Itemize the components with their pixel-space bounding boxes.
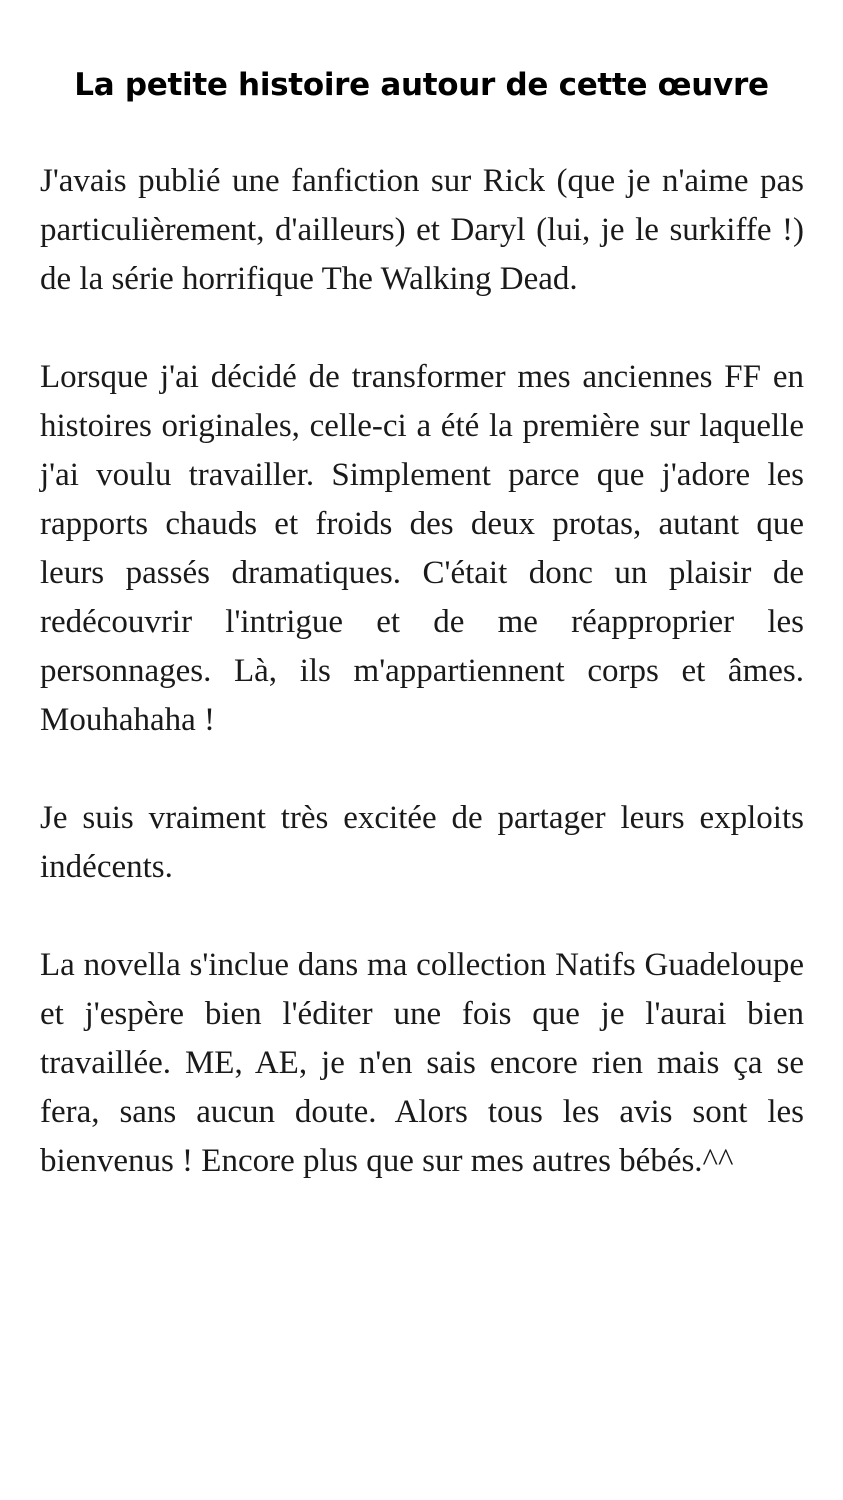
body-text bbox=[40, 157, 804, 1235]
paragraph-transformation: Lorsque j'ai décidé de transformer mes anciennes FF en histoires originales, celle-ci a été la première sur laquelle j'ai voulu travailler. Simplement parce que j'adore les rapports chauds et froids des deux protas, autant que leurs passés dramatiques. C'était donc un plaisir de redécouvrir l'intrigue et de me réapproprier les personnages. Là, ils m'appartiennent corps et âmes. Mouhahaha ! bbox=[40, 359, 804, 738]
paragraph-intro: J'avais publié une fanfiction sur Rick (que je n'aime pas particulièrement, d'ailleurs) et Daryl (lui, je le surkiffe !) de la série horrifique The Walking Dead. bbox=[40, 163, 804, 297]
page-title: La petite histoire autour de cette œuvre bbox=[74, 66, 769, 103]
paragraph-collection: La novella s'inclue dans ma collection Natifs Guadeloupe et j'espère bien l'éditer une fois que je l'aurai bien travaillée. ME, AE, je n'en sais encore rien mais ça se fera, sans aucun doute. Alors tous les avis sont les bienvenus ! Encore plus que sur mes autres bébés.^^ bbox=[40, 947, 804, 1179]
paragraph-excitement: Je suis vraiment très excitée de partager leurs exploits indécents. bbox=[40, 800, 804, 885]
